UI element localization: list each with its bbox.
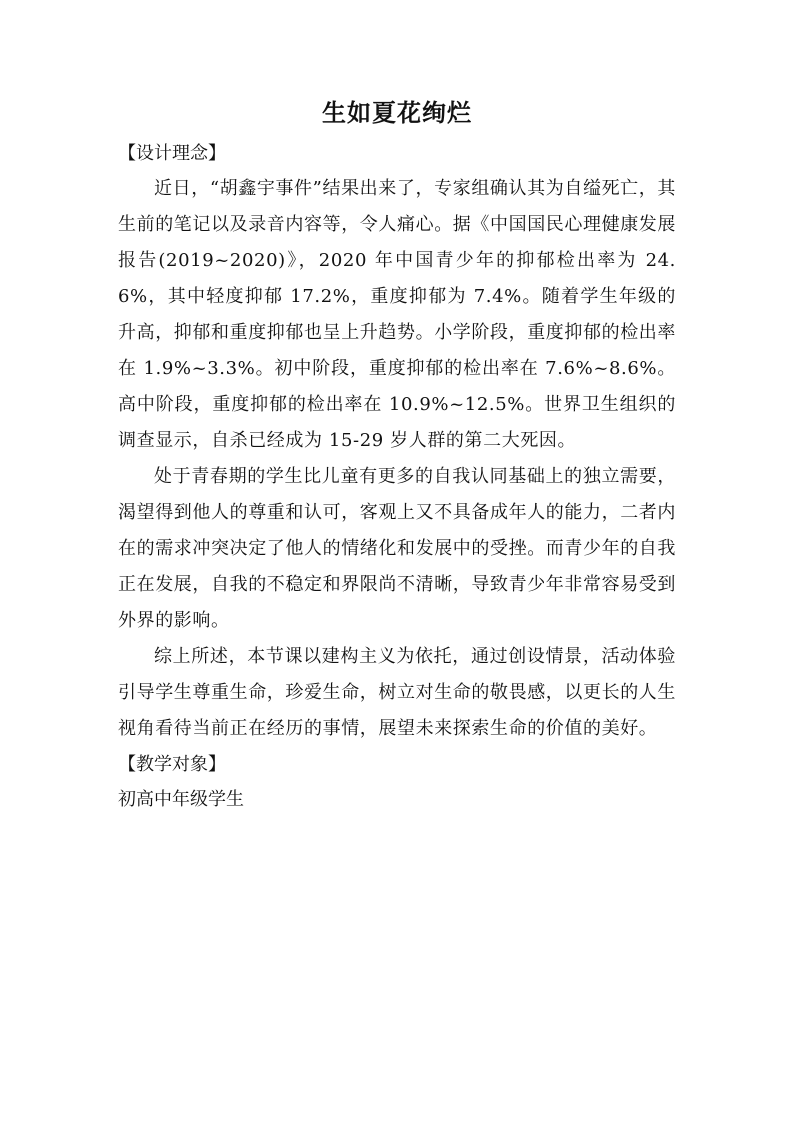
paragraph-3: 综上所述，本节课以建构主义为依托，通过创设情景，活动体验引导学生尊重生命，珍爱生命，树立对生命的敬畏感，以更长的人生视角看待当前正在经历的事情，展望未来探索生命的价值的美好。 [118, 646, 676, 739]
document-title: 生如夏花绚烂 [322, 98, 472, 127]
paragraph-2: 处于青春期的学生比儿童有更多的自我认同基础上的独立需要，渴望得到他人的尊重和认可，客观上又不具备成年人的能力，二者内在的需求冲突决定了他人的情绪化和发展中的受挫。而青少年的自我正在发展，自我的不稳定和界限尚不清晰，导致青少年非常容易受到外界的影响。 [118, 466, 676, 631]
teaching-target-text: 初高中年级学生 [118, 789, 244, 810]
paragraph-1: 近日，“胡鑫宇事件”结果出来了，专家组确认其为自缢死亡，其生前的笔记以及录音内容等，令人痛心。据《中国国民心理健康发展报告(2019~2020)》，2020 年中国青少年的抑郁检出率为 24.6%，其中轻度抑郁 17.2%，重度抑郁为 7.4%。随着学生年级的升高，抑郁和重度抑郁也呈上升趋势。小学阶段，重度抑郁的检出率在 1.9%~3.3%。初中阶段，重度抑郁的检出率在 7.6%~8.6%。高中阶段，重度抑郁的检出率在 10.9%~12.5%。世界卫生组织的调查显示，自杀已经成为 15-29 岁人群的第二大死因。 [118, 178, 676, 451]
section-teaching-target [118, 747, 676, 818]
section-design-concept [118, 136, 676, 747]
section-heading-teaching-target: 【教学对象】 [118, 754, 226, 775]
section-heading-design-concept: 【设计理念】 [118, 143, 226, 164]
